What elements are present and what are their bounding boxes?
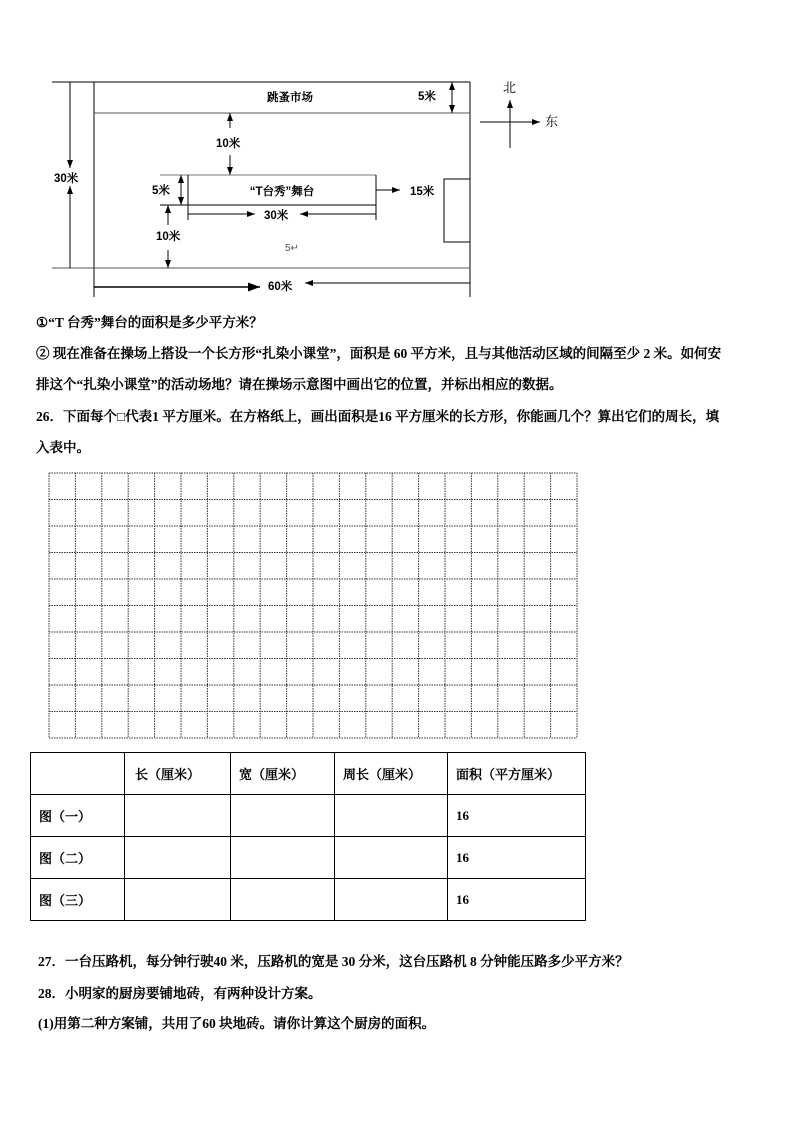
area-cell: 16	[448, 879, 586, 921]
length-cell[interactable]	[125, 879, 231, 921]
east-label: 东	[545, 115, 559, 130]
table-row	[31, 879, 586, 921]
row-label: 图（三）	[31, 879, 125, 921]
header-perimeter: 周长（厘米）	[335, 753, 448, 795]
question-1: ①“T 台秀”舞台的面积是多少平方米？	[36, 315, 263, 330]
width-cell[interactable]	[231, 879, 335, 921]
north-label: 北	[503, 81, 517, 96]
question-26-line-1: 26．下面每个□代表1 平方厘米。在方格纸上，画出面积是16 平方厘米的长方形，你能画几个？算出它们的周长，填	[36, 409, 720, 424]
width-label: 60米	[268, 281, 293, 293]
header-width: 宽（厘米）	[231, 753, 335, 795]
row-label: 图（一）	[31, 795, 125, 837]
page-mark: 5↵	[285, 243, 299, 254]
header-cell	[31, 753, 125, 795]
length-cell[interactable]	[125, 795, 231, 837]
table-row	[31, 837, 586, 879]
perimeter-cell[interactable]	[335, 879, 448, 921]
answer-table	[30, 752, 586, 921]
question-28-part-1: (1)用第二种方案铺，共用了60 块地砖。请你计算这个厨房的面积。	[38, 1016, 436, 1031]
question-27: 27．一台压路机，每分钟行驶40 米，压路机的宽是 30 分米，这台压路机 8 分钟能压路多少平方米？	[38, 954, 629, 969]
stage-height-label: 5米	[152, 185, 170, 197]
area-cell: 16	[448, 795, 586, 837]
question-2-line-2: 排这个“扎染小课堂”的活动场地？请在操场示意图中画出它的位置，并标出相应的数据。	[36, 377, 563, 392]
header-length: 长（厘米）	[125, 753, 231, 795]
perimeter-cell[interactable]	[335, 837, 448, 879]
question-26-line-2: 入表中。	[36, 440, 90, 455]
table-row	[31, 795, 586, 837]
right-gap-label: 15米	[410, 186, 435, 198]
width-cell[interactable]	[231, 837, 335, 879]
width-cell[interactable]	[231, 795, 335, 837]
stage-label: “T台秀”舞台	[249, 186, 315, 198]
gap-bottom-label: 10米	[156, 231, 181, 243]
area-cell: 16	[448, 837, 586, 879]
perimeter-cell[interactable]	[335, 795, 448, 837]
gap-top-label: 10米	[216, 138, 241, 150]
market-label: 跳蚤市场	[267, 92, 313, 104]
top-gap-label: 5米	[418, 91, 436, 103]
length-cell[interactable]	[125, 837, 231, 879]
table-header-row	[31, 753, 586, 795]
height-label: 30米	[54, 173, 79, 185]
row-label: 图（二）	[31, 837, 125, 879]
question-28: 28．小明家的厨房要铺地砖，有两种设计方案。	[38, 986, 322, 1001]
question-2-line-1: ② 现在准备在操场上搭设一个长方形“扎染小课堂”，面积是 60 平方米，且与其他活动区域的间隔至少 2 米。如何安	[36, 346, 722, 361]
header-area: 面积（平方厘米）	[448, 753, 586, 795]
stage-width-label: 30米	[264, 210, 289, 222]
